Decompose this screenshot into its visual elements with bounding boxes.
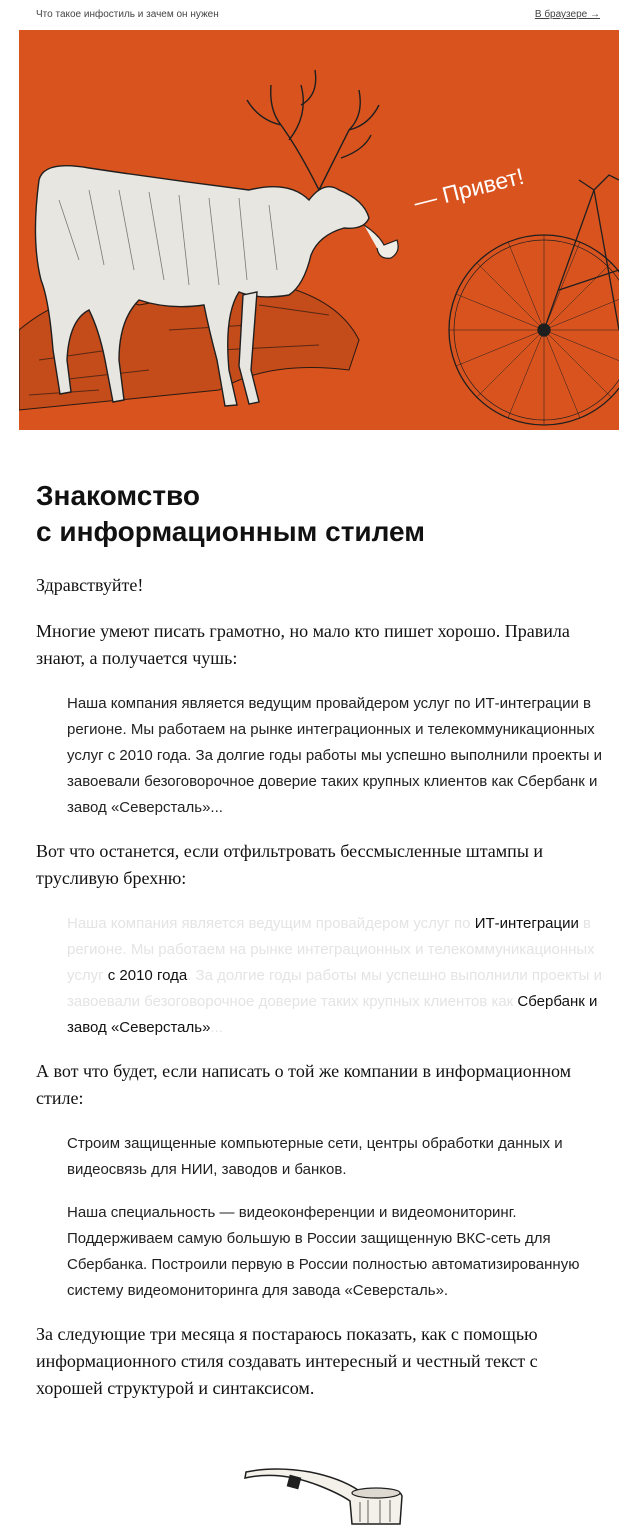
email-topbar bbox=[0, 0, 633, 30]
intro-paragraph: Многие умеют писать грамотно, но мало кто пишет хорошо. Правила знают, а получается чушь: bbox=[36, 621, 570, 668]
filtered-fragment: Наша компания является ведущим провайдером услуг по bbox=[67, 915, 475, 932]
pipe-icon bbox=[240, 1466, 410, 1530]
good-example-quote-2: Наша специальность — видеоконференции и видеомониторинг. Поддерживаем самую большую в России защищенную ВКС-сеть для Сбербанка. Построили первую в России полностью автоматизированную систему видеомониторинга для завода «Северсталь». bbox=[67, 1204, 580, 1299]
filtered-fragment: ... bbox=[210, 1019, 223, 1036]
closing-paragraph: За следующие три месяца я постараюсь показать, как с помощью информационного стиля создавать интересный и честный текст с хорошей структурой и синтаксисом. bbox=[36, 1324, 538, 1398]
good-example-quote-1: Строим защищенные компьютерные сети, центры обработки данных и видеосвязь для НИИ, заводов и банков. bbox=[67, 1135, 563, 1178]
hero-banner bbox=[19, 30, 619, 430]
filtered-fragment: . За долгие годы работы мы успешно выполнили проекты и завоевали безоговорочное доверие таких крупных клиентов как bbox=[67, 967, 602, 1010]
hero-greeting: — Привет! bbox=[411, 162, 527, 216]
view-in-browser-link[interactable]: В браузере → bbox=[534, 9, 600, 20]
preheader-text: Что такое инфостиль и зачем он нужен bbox=[36, 9, 219, 20]
filtered-fragment: в регионе. Мы работаем на рынке интеграционных и телекоммуникационных услуг bbox=[67, 915, 595, 984]
filter-lead-paragraph: Вот что останется, если отфильтровать бессмысленные штампы и трусливую брехню: bbox=[36, 841, 544, 888]
filtered-example-quote bbox=[67, 911, 603, 1041]
bicycle-illustration bbox=[449, 175, 619, 425]
article-title-line-2: с информационным стилем bbox=[36, 516, 425, 547]
bad-example-quote: Наша компания является ведущим провайдером услуг по ИТ-интеграции в регионе. Мы работаем на рынке интеграционных и телекоммуникационных услуг с 2010 года. За долгие годы работы мы успешно выполнили проекты и завоевали безоговорочное доверие таких крупных клиентов как Сбербанк и завод «Северсталь»... bbox=[67, 695, 602, 816]
info-style-lead-paragraph: А вот что будет, если написать о той же компании в информационном стиле: bbox=[36, 1061, 572, 1108]
greeting-paragraph: Здравствуйте! bbox=[36, 575, 144, 595]
hero-illustration bbox=[19, 30, 619, 430]
article-title-line-1: Знакомство bbox=[36, 480, 200, 511]
filtered-keep-fragment: ИТ-интеграции bbox=[474, 915, 579, 932]
reindeer-pipe-illustration bbox=[364, 225, 398, 258]
filtered-keep-fragment: Сбербанк и завод «Северсталь» bbox=[67, 993, 598, 1036]
article-body bbox=[36, 478, 603, 1421]
article-title bbox=[36, 478, 603, 550]
filtered-keep-fragment: с 2010 года bbox=[107, 967, 188, 984]
